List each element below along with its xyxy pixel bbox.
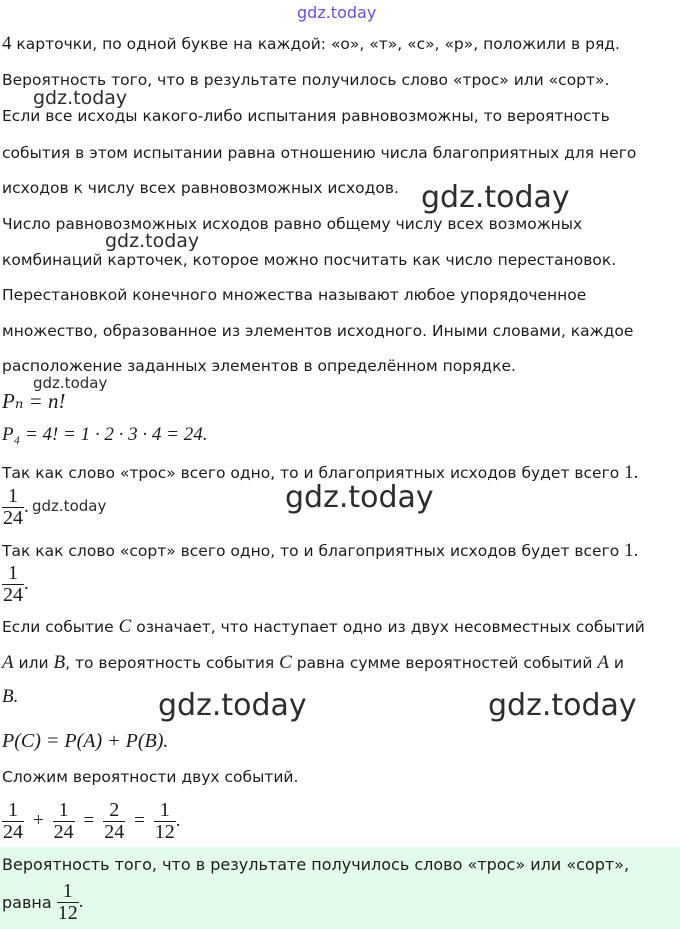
answer-line-1: Вероятность того, что в результате получилось слово «трос» или «сорт», (2, 855, 630, 874)
number-4: 4 (2, 33, 12, 54)
favorable-sort (2, 540, 638, 562)
formula-p4: P₄ = 4! = 1 · 2 · 3 · 4 = 24. (2, 424, 208, 445)
statement-text: карточки, по одной букве на каждой: «о», «т», «с», «р», положили в ряд. (11, 35, 620, 53)
sum-fraction-2: $\frac{1}{24}$ (53, 799, 74, 843)
fraction-1-24: $\frac{1}{24}$ (3, 485, 23, 529)
question-text: Вероятность того, что в результате получилось слово «трос» или «сорт». (2, 71, 610, 89)
sum-rule-line-2: A или B, то вероятность события C равна сумме вероятностей событий A и (2, 652, 624, 673)
sum-fraction-4: $\frac{1}{12}$ (154, 799, 175, 843)
watermark-3: gdz.today (105, 230, 200, 252)
fraction-1-24-b: $\frac{1}{24}$ (3, 562, 23, 606)
sum-expression: $\frac{1}{24}$ + $\frac{1}{24}$ = $\frac{2}{24}$ = $\frac{1}{12}$ . (3, 799, 181, 843)
problem-statement (2, 33, 620, 55)
permutation-line-2: множество, образованное из элементов исходного. Иными словами, каждое (2, 322, 634, 340)
favorable-sort-text: Так как слово «сорт» всего одно, то и благоприятных исходов будет всего (2, 542, 625, 560)
watermark-2: gdz.today (421, 180, 570, 215)
rule-line-3: исходов к числу всех равновозможных исходов. (2, 179, 399, 197)
outcomes-line-2: комбинаций карточек, которое можно посчитать как число перестановок. (2, 251, 617, 269)
outcomes-line-1: Число равновозможных исходов равно общему числу всех возможных (2, 215, 583, 233)
probability-tros: $\frac{1}{24}$ . (3, 485, 29, 529)
watermark-8: gdz.today (488, 688, 637, 723)
watermark-5: gdz.today (32, 497, 107, 515)
rule-line-2: события в этом испытании равна отношению числа благоприятных для него (2, 144, 637, 162)
watermark-7: gdz.today (158, 688, 307, 723)
sum-fraction-3: $\frac{2}{24}$ (104, 799, 125, 843)
favorable-sort-count: 1. (624, 540, 639, 561)
answer-line-2: равна $\frac{1}{12}$ . (2, 880, 84, 924)
probability-sort: $\frac{1}{24}$ . (3, 562, 29, 606)
favorable-tros-text: Так как слово «трос» всего одно, то и благоприятных исходов будет всего (2, 464, 625, 482)
rule-line-1: Если все исходы какого-либо испытания равновозможны, то вероятность (2, 107, 610, 125)
watermark-4: gdz.today (33, 374, 108, 392)
sum-rule-line-1: Если событие C означает, что наступает одно из двух несовместных событий (2, 616, 645, 637)
sum-intro: Сложим вероятности двух событий. (2, 768, 299, 786)
permutation-line-1: Перестановкой конечного множества называют любое упорядоченное (2, 286, 587, 304)
sum-fraction-1: $\frac{1}{24}$ (3, 799, 23, 843)
formula-permutations: Pₙ = n! (2, 389, 66, 413)
answer-fraction: $\frac{1}{12}$ (57, 880, 78, 924)
watermark-6: gdz.today (285, 480, 434, 515)
permutation-line-3: расположение заданных элементов в определённом порядке. (2, 357, 516, 375)
watermark-1: gdz.today (33, 87, 128, 109)
sum-rule-line-3: B. (2, 686, 19, 707)
favorable-tros-count: 1. (624, 462, 639, 483)
formula-sum-rule: P(C) = P(A) + P(B). (2, 730, 169, 752)
top-watermark: gdz.today (297, 3, 377, 22)
